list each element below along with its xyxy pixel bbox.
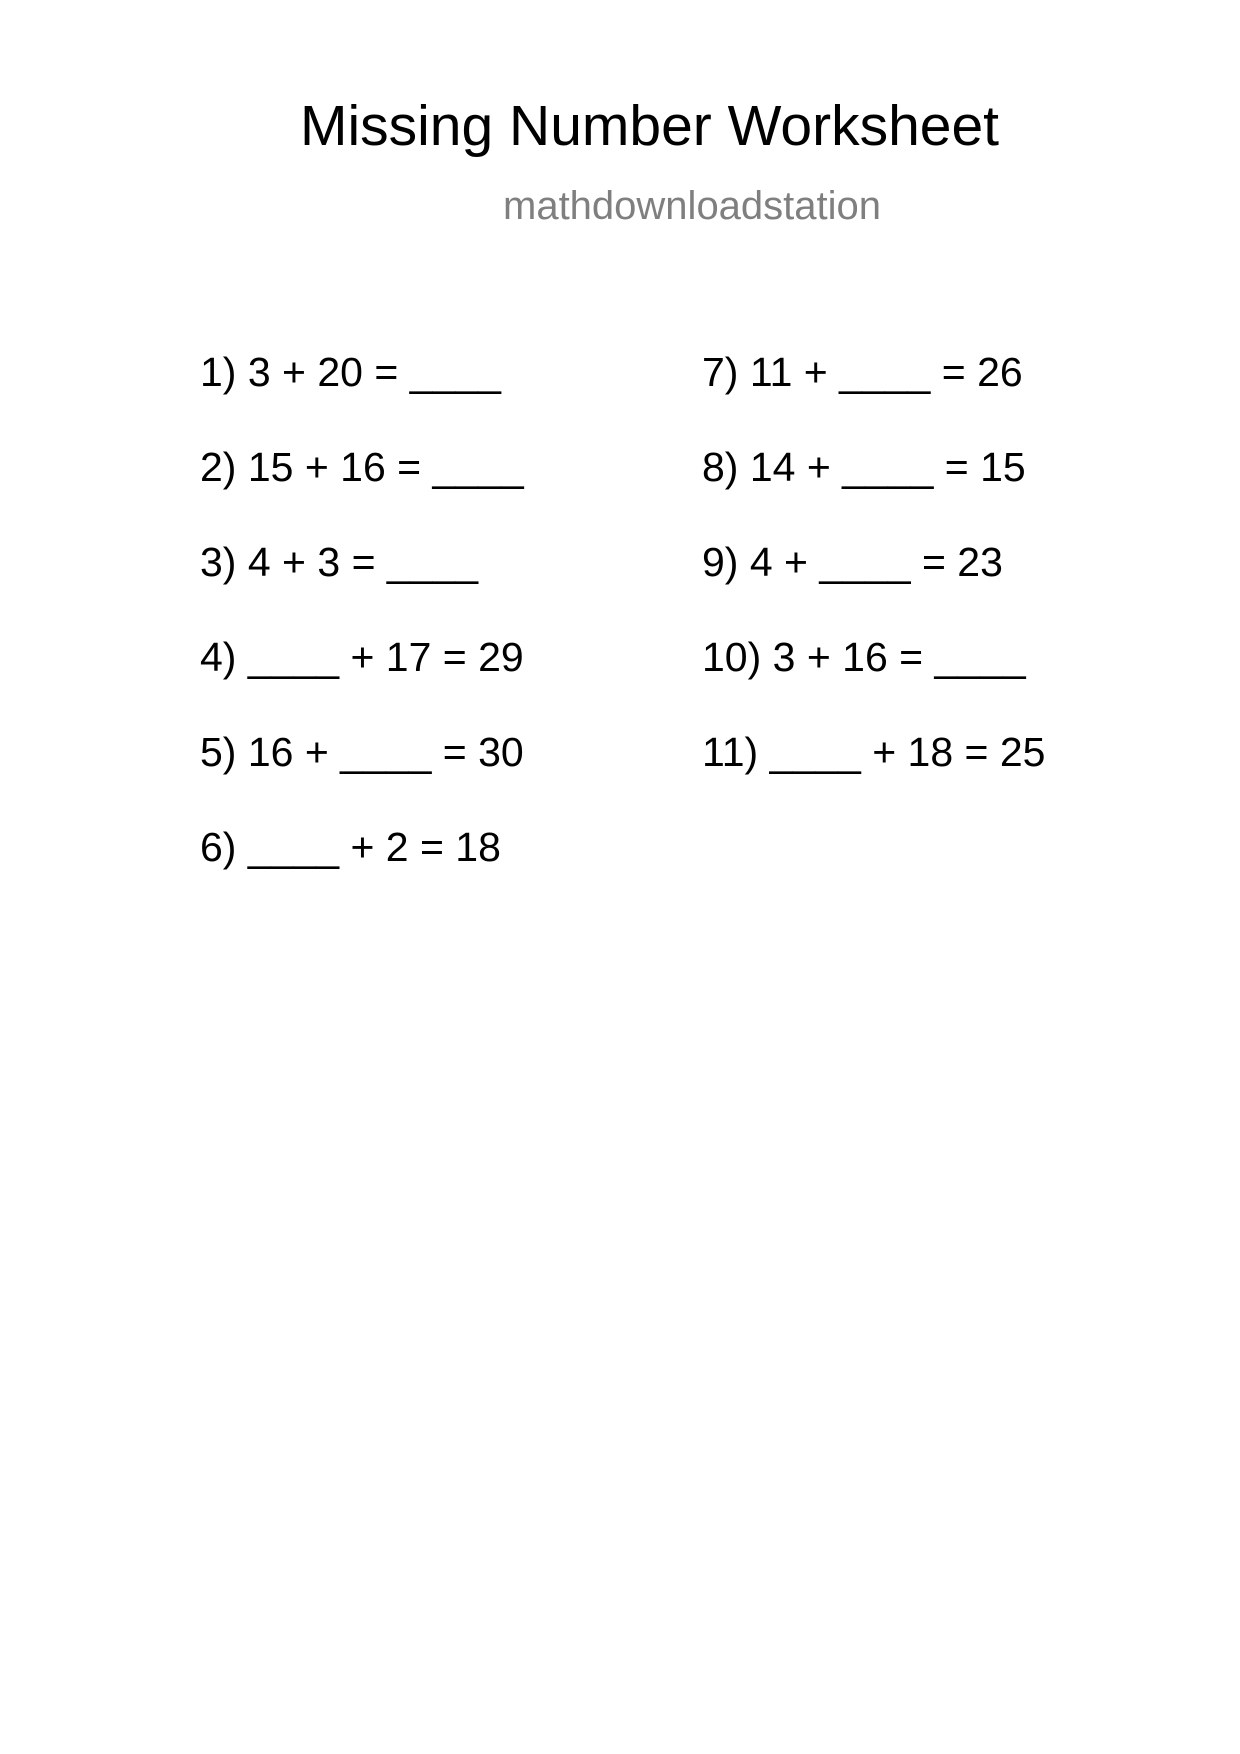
problem-4: 4) ____ + 17 = 29 [200, 634, 524, 680]
worksheet-subtitle: mathdownloadstation [503, 184, 882, 228]
problem-11: 11) ____ + 18 = 25 [702, 729, 1046, 775]
problem-5: 5) 16 + ____ = 30 [200, 729, 524, 775]
problem-6: 6) ____ + 2 = 18 [200, 824, 501, 870]
problem-10: 10) 3 + 16 = ____ [702, 634, 1026, 680]
problem-1: 1) 3 + 20 = ____ [200, 349, 501, 395]
problem-9: 9) 4 + ____ = 23 [702, 539, 1003, 585]
problem-2: 2) 15 + 16 = ____ [200, 444, 524, 490]
problem-3: 3) 4 + 3 = ____ [200, 539, 479, 585]
problem-column-right [702, 349, 1046, 827]
problem-column-left [200, 349, 524, 922]
problem-8: 8) 14 + ____ = 15 [702, 444, 1026, 490]
worksheet-title: Missing Number Worksheet [300, 94, 1000, 158]
problem-7: 7) 11 + ____ = 26 [702, 349, 1023, 395]
